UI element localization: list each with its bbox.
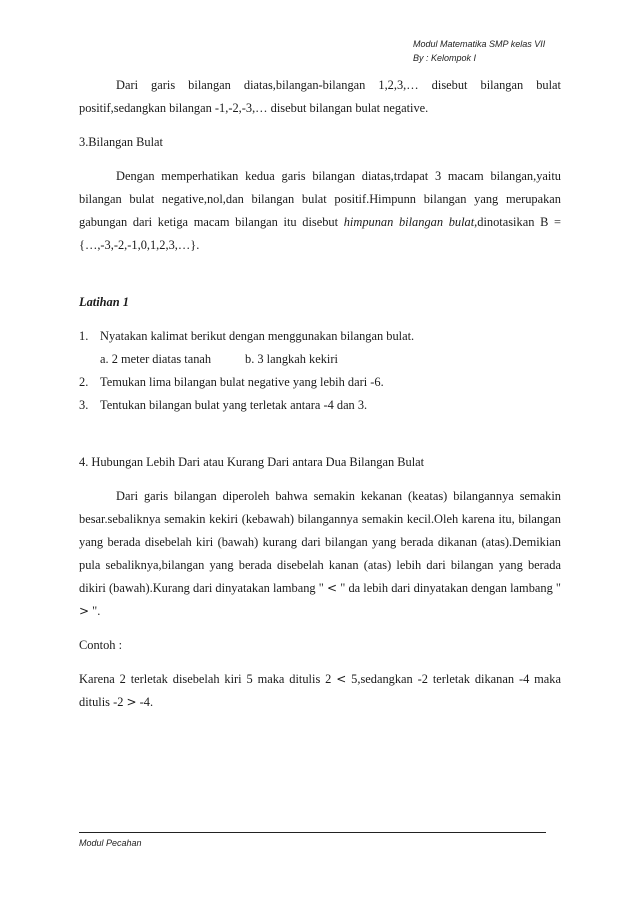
section-3-term: himpunan bilangan bulat [343, 215, 475, 229]
paragraph-intro: Dari garis bilangan diatas,bilangan-bilangan 1,2,3,… disebut bilangan bulat positif,sedangkan bilangan -1,-2,-3,… disebut bilangan bulat negative. [79, 78, 561, 115]
exercise-item [79, 325, 561, 348]
less-than-symbol: < [327, 581, 338, 595]
exercise-item [79, 371, 561, 394]
contoh-text-3: -4. [136, 695, 154, 709]
exercise-subitem-b: b. 3 langkah kekiri [245, 352, 338, 366]
section-4-text-1: Dari garis bilangan diperoleh bahwa semakin kekanan (keatas) bilangannya semakin besar.sebaliknya semakin kekiri (kebawah) bilangannya semakin kecil.Oleh karena itu, bilangan yang berada disebelah kiri (bawah) kurang dari bilangan yang berada dikanan (atas).Demikian pula sebaliknya,bilangan yang berada disebelah kanan (atas) lebih dari bilangan yang berada dikiri (bawah).Kurang dari dinyatakan lambang " [79, 489, 561, 595]
exercise-number: 2. [79, 375, 89, 389]
exercise-text: Tentukan bilangan bulat yang terletak antara -4 dan 3. [100, 398, 368, 412]
section-4-paragraph [79, 485, 561, 623]
page-content [79, 74, 561, 714]
exercise-number: 1. [79, 329, 89, 343]
contoh-text-2: 5,sedangkan -2 terletak dikanan -4 maka ditulis -2 [79, 672, 561, 709]
section-3-title: 3.Bilangan Bulat [79, 135, 163, 149]
contoh-paragraph [79, 668, 561, 714]
exercise-list [79, 325, 561, 417]
page-header [413, 37, 545, 65]
latihan-title: Latihan 1 [79, 295, 129, 309]
header-title: Modul Matematika SMP kelas VII [413, 39, 546, 49]
header-author: By : Kelompok I [413, 53, 477, 63]
section-3-paragraph [79, 165, 561, 257]
exercise-subitems [79, 348, 561, 371]
greater-than-symbol: > [79, 604, 90, 618]
exercise-text: Temukan lima bilangan bulat negative yang lebih dari -6. [100, 375, 384, 389]
exercise-subitem-a: a. 2 meter diatas tanah [100, 352, 212, 366]
contoh-label: Contoh : [79, 638, 123, 652]
section-4-text-3: ". [89, 604, 101, 618]
footer-divider [79, 832, 546, 833]
greater-than-symbol: > [126, 695, 137, 709]
section-4-title: 4. Hubungan Lebih Dari atau Kurang Dari antara Dua Bilangan Bulat [79, 455, 425, 469]
exercise-text: Nyatakan kalimat berikut dengan menggunakan bilangan bulat. [100, 329, 415, 343]
page-footer: Modul Pecahan [79, 838, 142, 848]
section-3-text: Dengan memperhatikan kedua garis bilangan diatas,trdapat 3 macam bilangan,yaitu bilangan bulat negative,nol,dan bilangan bulat positif.Himpunn bilangan yang merupakan gabungan dari ketiga macam bilangan itu disebut [79, 169, 561, 229]
exercise-item [79, 394, 561, 417]
exercise-number: 3. [79, 398, 89, 412]
contoh-text-1: Karena 2 terletak disebelah kiri 5 maka ditulis 2 [79, 672, 337, 686]
section-3-notation: ,dinotasikan B = {…,-3,-2,-1,0,1,2,3,…}. [79, 215, 561, 252]
less-than-symbol: < [336, 672, 347, 686]
section-4-text-2: " da lebih dari dinyatakan dengan lambang " [337, 581, 561, 595]
